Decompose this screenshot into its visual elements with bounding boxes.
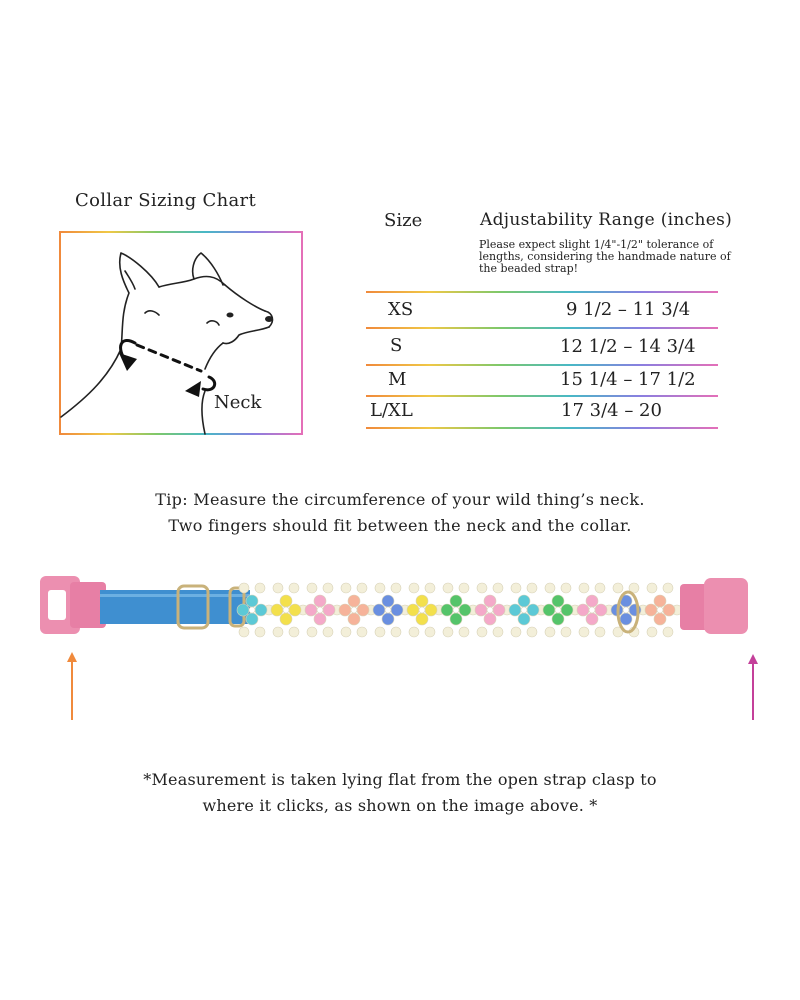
cream-bead — [647, 583, 657, 593]
flower-bead — [620, 613, 632, 625]
flower-bead — [543, 604, 555, 616]
cream-bead — [527, 583, 537, 593]
cream-bead — [323, 627, 333, 637]
cream-bead — [307, 583, 317, 593]
flower-bead — [552, 613, 564, 625]
table-rule — [366, 327, 718, 329]
size-column-header: Size — [384, 210, 423, 231]
flower-center-bead — [657, 607, 663, 613]
flower-bead — [289, 604, 301, 616]
flower-bead — [416, 613, 428, 625]
measurement-bracket — [60, 650, 760, 730]
flower-center-bead — [283, 607, 289, 613]
flower-bead — [475, 604, 487, 616]
cream-bead — [357, 627, 367, 637]
cream-bead — [663, 627, 673, 637]
tolerance-note: Please expect slight 1/4"-1/2" tolerance of lengths, considering the handmade nature of the beaded strap! — [479, 238, 731, 275]
cream-bead — [425, 583, 435, 593]
cream-bead — [323, 583, 333, 593]
range-column-header: Adjustability Range (inches) — [480, 210, 733, 230]
cream-bead — [409, 583, 419, 593]
flower-bead — [527, 604, 539, 616]
measurement-note-line-1: *Measurement is taken lying flat from the open strap clasp to — [143, 770, 657, 789]
flower-bead — [382, 613, 394, 625]
size-lxl-range: 17 3/4 – 20 — [561, 400, 662, 421]
cream-bead — [579, 627, 589, 637]
flower-bead — [255, 604, 267, 616]
flower-bead — [459, 604, 471, 616]
dog-outline-illustration — [59, 231, 303, 435]
cream-bead — [357, 583, 367, 593]
flower-center-bead — [555, 607, 561, 613]
cream-bead — [613, 583, 623, 593]
size-s-label: S — [390, 335, 403, 356]
flower-bead — [518, 595, 530, 607]
cream-bead — [477, 583, 487, 593]
cream-bead — [477, 627, 487, 637]
cream-bead — [493, 627, 503, 637]
cream-bead — [391, 583, 401, 593]
flower-bead — [416, 595, 428, 607]
size-lxl-label: L/XL — [370, 400, 413, 421]
flower-bead — [663, 604, 675, 616]
cream-bead — [511, 583, 521, 593]
flower-bead — [493, 604, 505, 616]
flower-center-bead — [521, 607, 527, 613]
cream-bead — [375, 583, 385, 593]
flower-bead — [645, 604, 657, 616]
cream-bead — [459, 627, 469, 637]
flower-bead — [314, 613, 326, 625]
cream-bead — [511, 627, 521, 637]
flower-bead — [586, 595, 598, 607]
flower-center-bead — [453, 607, 459, 613]
chart-title: Collar Sizing Chart — [75, 190, 256, 211]
cream-bead — [273, 583, 283, 593]
flower-bead — [237, 604, 249, 616]
cream-bead — [425, 627, 435, 637]
flower-bead — [518, 613, 530, 625]
flower-bead — [595, 604, 607, 616]
flower-bead — [382, 595, 394, 607]
flower-center-bead — [487, 607, 493, 613]
flower-bead — [484, 595, 496, 607]
flower-center-bead — [589, 607, 595, 613]
cream-bead — [289, 627, 299, 637]
flower-bead — [441, 604, 453, 616]
cream-bead — [493, 583, 503, 593]
cream-bead — [307, 627, 317, 637]
cream-bead — [375, 627, 385, 637]
cream-bead — [561, 627, 571, 637]
tip-line-1: Tip: Measure the circumference of your wild thing’s neck. — [155, 490, 645, 509]
flower-center-bead — [351, 607, 357, 613]
cream-bead — [595, 627, 605, 637]
flower-bead — [425, 604, 437, 616]
beaded-strap — [237, 583, 682, 637]
measurement-note-line-2: where it clicks, as shown on the image above. * — [202, 796, 598, 815]
flower-center-bead — [385, 607, 391, 613]
dog-neck-illustration — [59, 231, 303, 435]
flower-bead — [391, 604, 403, 616]
flower-center-bead — [249, 607, 255, 613]
flower-bead — [314, 595, 326, 607]
flower-bead — [407, 604, 419, 616]
cream-bead — [443, 627, 453, 637]
flower-bead — [280, 613, 292, 625]
flower-bead — [484, 613, 496, 625]
size-xs-range: 9 1/2 – 11 3/4 — [566, 299, 691, 320]
flower-bead — [654, 613, 666, 625]
flower-bead — [654, 595, 666, 607]
cream-bead — [409, 627, 419, 637]
cream-bead — [527, 627, 537, 637]
cream-bead — [561, 583, 571, 593]
flower-bead — [246, 613, 258, 625]
flower-bead — [373, 604, 385, 616]
flower-bead — [561, 604, 573, 616]
size-m-range: 15 1/4 – 17 1/2 — [560, 369, 696, 390]
collar-illustration — [30, 568, 770, 648]
table-rule — [366, 427, 718, 429]
cream-bead — [255, 627, 265, 637]
tip-line-2: Two fingers should fit between the neck and the collar. — [168, 516, 632, 535]
flower-bead — [586, 613, 598, 625]
flower-center-bead — [317, 607, 323, 613]
cream-bead — [289, 583, 299, 593]
flower-bead — [348, 595, 360, 607]
table-rule — [366, 364, 718, 366]
cream-bead — [391, 627, 401, 637]
table-rule — [366, 395, 718, 397]
cream-bead — [255, 583, 265, 593]
cream-bead — [239, 583, 249, 593]
flower-bead — [280, 595, 292, 607]
flower-bead — [305, 604, 317, 616]
cream-bead — [545, 627, 555, 637]
size-m-label: M — [388, 369, 407, 390]
flower-center-bead — [419, 607, 425, 613]
cream-bead — [239, 627, 249, 637]
flower-bead — [450, 595, 462, 607]
size-s-range: 12 1/2 – 14 3/4 — [560, 336, 696, 357]
cream-bead — [595, 583, 605, 593]
cream-bead — [663, 583, 673, 593]
flower-bead — [509, 604, 521, 616]
cream-bead — [341, 627, 351, 637]
cream-bead — [545, 583, 555, 593]
cream-bead — [647, 627, 657, 637]
flower-center-bead — [623, 607, 629, 613]
flower-bead — [552, 595, 564, 607]
cream-bead — [443, 583, 453, 593]
cream-bead — [579, 583, 589, 593]
table-rule — [366, 291, 718, 293]
flower-bead — [577, 604, 589, 616]
flower-bead — [339, 604, 351, 616]
flower-bead — [246, 595, 258, 607]
flower-bead — [348, 613, 360, 625]
flower-bead — [271, 604, 283, 616]
flower-bead — [450, 613, 462, 625]
flower-bead — [357, 604, 369, 616]
neck-label: Neck — [214, 392, 262, 413]
size-xs-label: XS — [388, 299, 414, 320]
cream-bead — [273, 627, 283, 637]
cream-bead — [459, 583, 469, 593]
cream-bead — [341, 583, 351, 593]
flower-bead — [323, 604, 335, 616]
